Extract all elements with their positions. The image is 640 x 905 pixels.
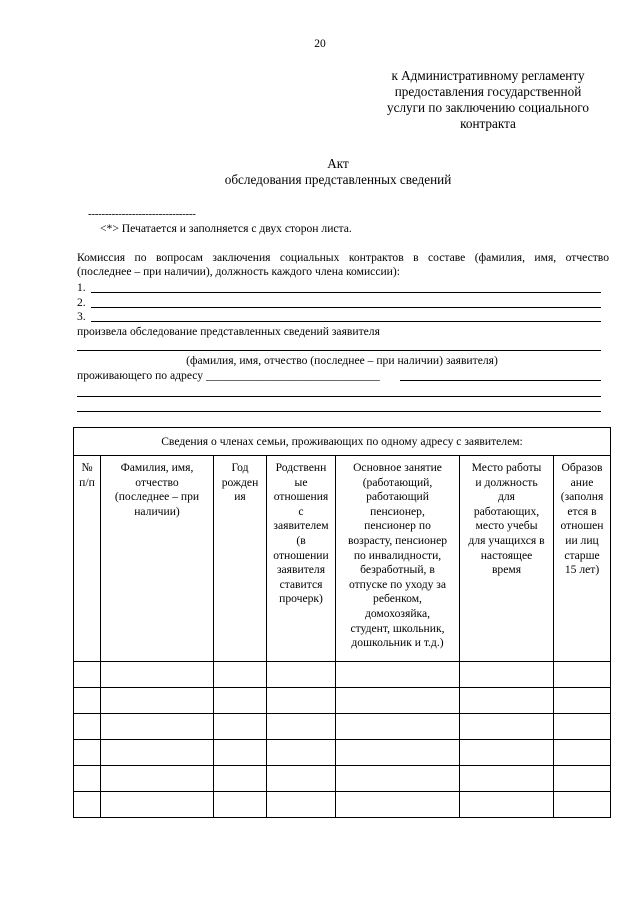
family-members-table [73,427,611,818]
address-line[interactable] [400,380,601,381]
table-cell[interactable] [101,766,214,792]
column-header-line: и должность [475,475,538,489]
column-header-line: возрасту, пенсионер [347,533,448,547]
appendix-line: предоставления государственной [394,84,582,99]
member-underline [91,292,601,293]
column-header-line: пенсионер по [364,519,431,533]
column-header-line: прочерк) [279,592,323,606]
table-cell[interactable] [214,688,267,714]
commission-member-line[interactable] [77,296,601,310]
commission-text: Комиссия по вопросам заключения социальных контрактов в составе (фамилия, имя, отчество [77,251,609,264]
commission-member-line[interactable] [77,281,601,295]
table-body [74,662,611,818]
column-header [214,456,267,662]
table-cell[interactable] [101,714,214,740]
column-header-line: ставится [279,577,323,591]
table-cell[interactable] [336,740,460,766]
column-header-line: с [298,504,304,518]
title-line-2: обследования представленных сведений [224,172,452,187]
member-underline [91,307,601,308]
column-header-line: ание [570,475,594,489]
member-number: 1. [77,281,86,294]
table-cell[interactable] [74,714,101,740]
table-cell[interactable] [554,792,611,818]
column-header-line: пенсионер, [370,504,425,518]
column-header-line: Место работы [471,461,542,474]
column-header-line: ия [234,490,246,504]
column-header-line: настоящее [480,548,533,562]
column-header-line: ребенком, [373,592,422,606]
page-number: 20 [314,38,326,50]
table-cell[interactable] [101,740,214,766]
column-header-line: (заполня [560,490,604,504]
appendix-line: услуги по заключению социального [387,100,589,115]
column-header [554,456,611,662]
table-cell[interactable] [74,740,101,766]
column-header-line: (в [296,533,306,547]
column-header-line: отпуске по уходу за [348,577,447,591]
surveyed-text: произвела обследование представленных сведений заявителя [77,325,380,338]
table-cell[interactable] [74,662,101,688]
column-header-line: старше [564,548,600,562]
column-header-line: время [491,563,522,577]
table-cell[interactable] [336,688,460,714]
table-cell[interactable] [74,688,101,714]
table-cell[interactable] [460,688,554,714]
table-header-row [74,456,611,662]
column-header-line: (последнее – при [114,490,200,504]
appendix-line: контракта [460,116,516,131]
column-header-line: рожден [221,475,259,489]
column-header-line: домохозяйка, [364,606,431,620]
table-cell[interactable] [267,766,336,792]
table-row [74,714,611,740]
column-header-line: Фамилия, имя, [120,461,194,474]
column-header-line: для учащихся в [468,533,545,547]
table-cell[interactable] [74,766,101,792]
table-cell[interactable] [554,662,611,688]
column-header-line: работающий [366,490,429,504]
column-header-line: Год [231,461,249,474]
table-cell[interactable] [214,740,267,766]
column-header-line: Родственн [275,461,327,474]
column-header [74,456,101,662]
applicant-name-line[interactable] [77,350,601,351]
column-header-line: отношен [560,519,604,533]
table-cell[interactable] [554,766,611,792]
member-underline [91,321,601,322]
applicant-caption: (фамилия, имя, отчество (последнее – при наличии) заявителя) [186,354,498,367]
column-header-line: ется в [567,504,597,518]
column-header-line: студент, школьник, [350,621,445,635]
table-cell[interactable] [460,662,554,688]
column-header-line: Основное занятие [353,461,442,474]
column-header-line: заявителя [276,563,326,577]
table-cell[interactable] [554,714,611,740]
table-cell[interactable] [214,792,267,818]
column-header-line: работающих, [473,504,540,518]
column-header-line: Образов [561,461,603,474]
column-header-line: 15 лет) [564,563,600,577]
table-cell[interactable] [267,688,336,714]
address-line[interactable] [77,396,601,397]
document-title [0,156,640,188]
commission-member-line[interactable] [77,310,601,324]
table-cell[interactable] [554,740,611,766]
table-cell[interactable] [267,662,336,688]
table-cell[interactable] [460,714,554,740]
table-cell[interactable] [460,740,554,766]
column-header [101,456,214,662]
table-cell[interactable] [214,662,267,688]
appendix-line: к Административному регламенту [391,68,585,83]
column-header-line: заявителем [273,519,329,533]
table-row [74,688,611,714]
address-line[interactable] [77,411,601,412]
column-header [460,456,554,662]
footnote-text: <*> Печатается и заполняется с двух сторон листа. [100,222,352,235]
address-label: проживающего по адресу ______________________________ [77,369,380,382]
title-line-1: Акт [327,156,349,171]
table-cell[interactable] [101,662,214,688]
table-cell[interactable] [460,792,554,818]
table-row [74,792,611,818]
table-cell[interactable] [267,792,336,818]
column-header-line: по инвалидности, [353,548,442,562]
column-header-line: ые [294,475,308,489]
column-header [267,456,336,662]
table-row [74,740,611,766]
column-header-line: (работающий, [362,475,433,489]
table-cell[interactable] [336,792,460,818]
member-number: 2. [77,296,86,309]
table-cell[interactable] [214,766,267,792]
table-cell[interactable] [336,662,460,688]
table-caption: Сведения о членах семьи, проживающих по одному адресу с заявителем: [74,428,611,456]
table-cell[interactable] [267,740,336,766]
column-header-line: п/п [79,475,95,489]
column-header-line: наличии) [134,504,180,518]
table-row [74,662,611,688]
table-cell[interactable] [101,688,214,714]
table-cell[interactable] [101,792,214,818]
table-cell[interactable] [214,714,267,740]
column-header-line: дошкольник и т.д.) [351,636,444,650]
column-header [336,456,460,662]
column-header-line: место учебы [475,519,538,533]
footnote-separator: -------------------------------- [88,208,196,220]
table-cell[interactable] [336,766,460,792]
table-cell[interactable] [74,792,101,818]
table-cell[interactable] [336,714,460,740]
column-header-line: для [497,490,516,504]
column-header-line: безработный, в [360,563,435,577]
appendix-note [338,68,638,132]
column-header-line: № [81,461,93,474]
table-row [74,766,611,792]
column-header-line: отношении [273,548,329,562]
commission-text-line2: (последнее – при наличии), должность каждого члена комиссии): [77,265,400,278]
column-header-line: ии лиц [565,533,599,547]
column-header-line: отчество [135,475,179,489]
table-cell[interactable] [460,766,554,792]
table-cell[interactable] [554,688,611,714]
table-cell[interactable] [267,714,336,740]
member-number: 3. [77,310,86,323]
column-header-line: отношения [273,490,329,504]
